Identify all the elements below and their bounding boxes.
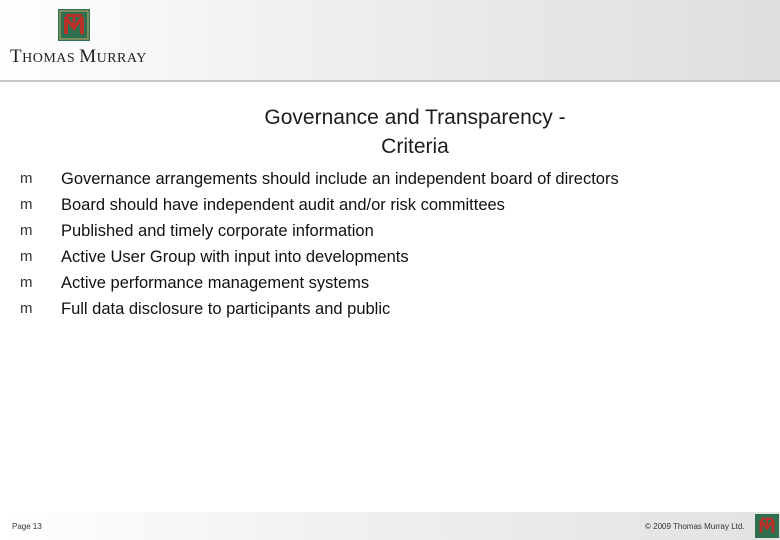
bullet-icon: m <box>20 274 33 291</box>
thomas-murray-logo-icon <box>58 9 90 41</box>
list-item: m Board should have independent audit and/or risk committees <box>20 192 619 218</box>
header-band <box>0 0 780 80</box>
criteria-list <box>20 166 619 322</box>
list-item: m Published and timely corporate information <box>20 218 619 244</box>
page-number: Page 13 <box>12 522 42 531</box>
footer-logo-icon <box>755 514 779 538</box>
bullet-icon: m <box>20 248 33 265</box>
slide-title-line-1: Governance and Transparency - <box>264 106 566 129</box>
slide-title-line-2: Criteria <box>381 135 449 158</box>
list-item: m Governance arrangements should include an independent board of directors <box>20 166 619 192</box>
bullet-icon: m <box>20 222 33 239</box>
header-divider <box>0 80 780 82</box>
list-item: m Full data disclosure to participants and public <box>20 296 619 322</box>
bullet-icon: m <box>20 170 33 187</box>
list-item: m Active User Group with input into developments <box>20 244 619 270</box>
slide-title <box>200 103 630 161</box>
bullet-icon: m <box>20 300 33 317</box>
copyright-notice: © 2009 Thomas Murray Ltd. <box>645 522 745 531</box>
list-item: m Active performance management systems <box>20 270 619 296</box>
company-name: THOMAS MURRAY <box>10 46 147 67</box>
bullet-icon: m <box>20 196 33 213</box>
